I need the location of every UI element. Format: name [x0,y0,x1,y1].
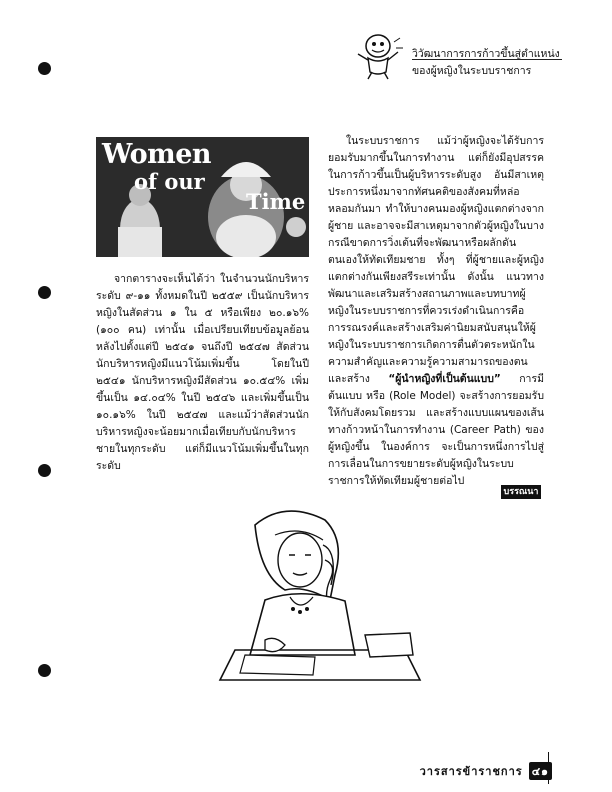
binding-hole-1 [38,62,51,75]
page-number: ๔๑ [529,762,552,780]
right-paragraph-part2: การมีต้นแบบ หรือ (Role Model) จะสร้างการยอมรับให้กับสังคมโดยรวม และสร้างแบบแผนของเส้นทางก้าวหน้าในการทำงาน (Career Path) ของผู้หญิงขึ้น ในองค์การ จะเป็นการหนึ่งการไปสู่การเลื่อนในการขยายระดับผู้หญิงในระบบราชการให้ทัดเทียมผู้ชายต่อไป [328,373,545,487]
page-footer [420,762,552,780]
photo-title-word-of-our: of our [134,169,205,194]
header-title-line2: ของผู้หญิงในระบบราชการ [412,65,532,77]
right-column [328,133,544,490]
women-of-our-time-photo [96,137,309,257]
left-column [96,271,309,475]
right-paragraph-part1: ในระบบราชการ แม้ว่าผู้หญิงจะได้รับการยอมรับมากขึ้นในการทำงาน แต่ก็ยังมีอุปสรรคในการก้าวขึ้นเป็นผู้บริหารระดับสูง อันมีสาเหตุประการหนึ่งมาจากทัศนคติของสังคมที่หล่อหลอมกันมา ทำให้บางคนมองผู้หญิงแตกต่างจากผู้ชาย และอาจจะมีสาเหตุมาจากตัวผู้หญิงในบางกรณีขาดการวิ่งเต้นที่จะพัฒนาหรือผลักดันตนเองให้ทัดเทียมชาย ทั้งๆ ที่ผู้ชายและผู้หญิงแตกต่างกันเพียงสรีระเท่านั้น ดังนั้น แนวทางพัฒนาและเสริมสร้างสถานภาพและบทบาทผู้หญิงในระบบราชการที่ควรเร่งดำเนินการคือ การรณรงค์และสร้างเสริมค่านิยมสนับสนุนให้ผู้หญิงในระบบราชการเกิดการตื่นตัวตระหนักในความสำคัญและความรู้ความสามารถของตน และสร้าง [328,135,544,385]
mascot-logo [350,32,406,80]
binding-hole-2 [38,286,51,299]
left-paragraph: จากตารางจะเห็นได้ว่า ในจำนวนนักบริหารระดับ ๙-๑๑ ทั้งหมดในปี ๒๕๕๙ เป็นนักบริหารหญิงในสัดส่วน ๑ ใน ๕ หรือเพียง ๒๐.๑๖% (๑๐๐ คน) เท่านั้น เมื่อเปรียบเทียบข้อมูลย้อนหลังไปตั้งแต่ปี ๒๕๔๑ จนถึงปี ๒๕๔๗ สัดส่วนนักบริหารหญิงมีแนวโน้มเพิ่มขึ้น โดยในปี ๒๕๔๑ นักบริหารหญิงมีสัดส่วน ๑๐.๕๔% เพิ่มขึ้นเป็น ๑๔.๐๔% ในปี ๒๕๔๖ และเพิ่มขึ้นเป็น ๑๐.๑๖% ในปี ๒๕๔๗ และแม้ว่าสัดส่วนนักบริหารหญิงจะน้อยมากเมื่อเทียบกับนักบริหารชายในทุกระดับ แต่ก็มีแนวโน้มเพิ่มขึ้นในทุกระดับ [96,273,309,472]
journal-title: วารสารข้าราชการ [419,765,523,778]
header-title-line1: วิวัฒนาการการก้าวขึ้นสู่ตำแหน่ง [412,48,560,60]
role-model-highlight: “ผู้นำหญิงที่เป็นต้นแบบ” [388,373,501,385]
photo-title-word-women: Women [102,139,212,170]
header-rule [412,59,562,60]
right-paragraph [328,133,544,490]
binding-hole-4 [38,664,51,677]
end-mark: บรรณนา [501,485,541,499]
photo-title-word-time: Time [246,189,306,214]
binding-hole-3 [38,464,51,477]
running-header [350,32,570,80]
woman-on-phone-illustration [205,505,435,685]
